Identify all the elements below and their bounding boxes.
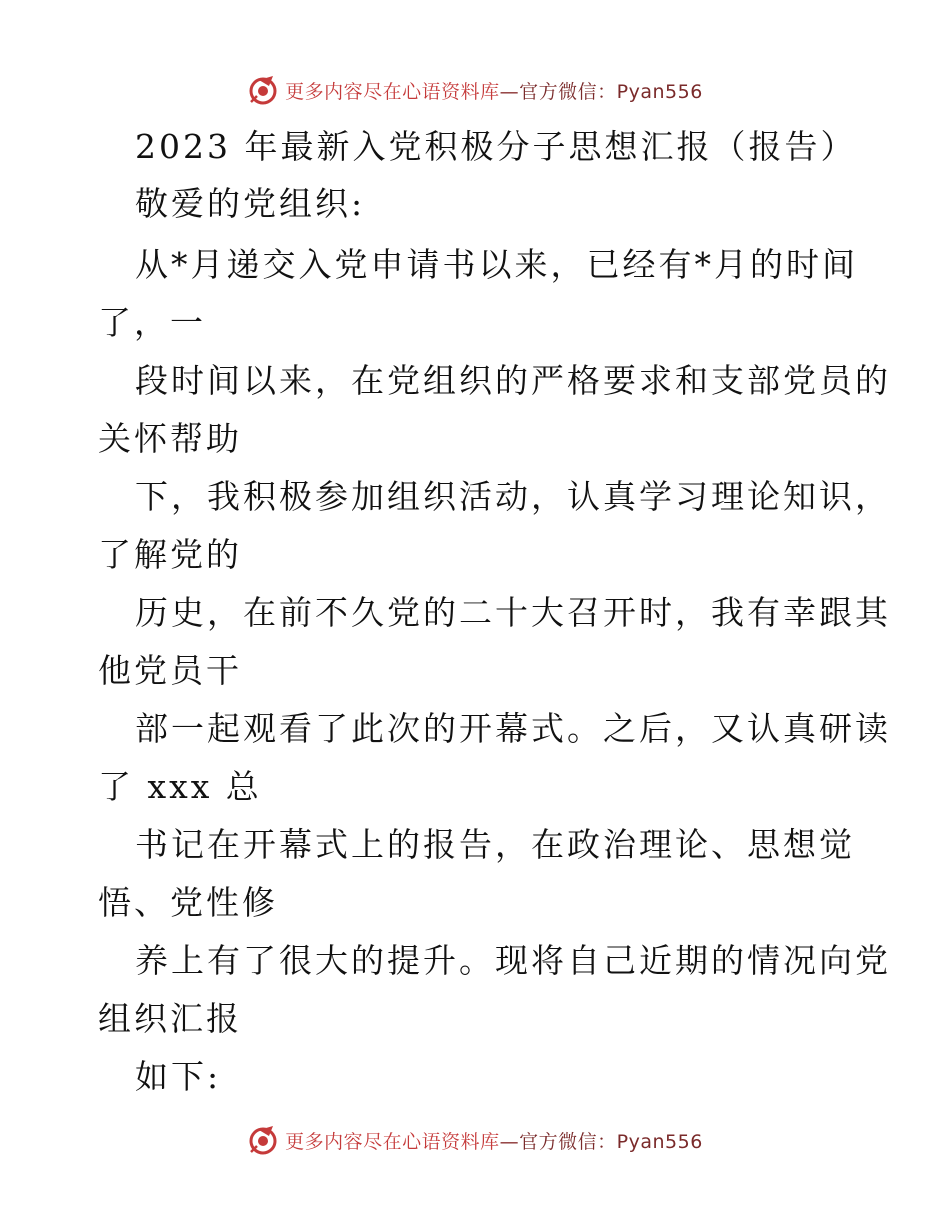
body-line: 了 xxx 总 <box>98 767 262 806</box>
body-line: 段时间以来，在党组织的严格要求和支部党员的 <box>135 361 891 400</box>
body-line: 了解党的 <box>98 535 242 574</box>
brand-logo-icon <box>247 1124 279 1156</box>
watermark-footer <box>0 1120 950 1160</box>
body-line: 从*月递交入党申请书以来，已经有*月的时间 <box>135 245 858 284</box>
watermark-text: 更多内容尽在心语资料库—官方微信：Pyan556 <box>285 80 703 103</box>
body-line: 下，我积极参加组织活动，认真学习理论知识， <box>135 477 891 516</box>
body-line: 如下: <box>135 1057 222 1096</box>
body-line: 组织汇报 <box>98 999 242 1038</box>
watermark-text: 更多内容尽在心语资料库—官方微信：Pyan556 <box>285 1130 703 1153</box>
body-line: 养上有了很大的提升。现将自己近期的情况向党 <box>135 941 891 980</box>
body-line: 关怀帮助 <box>98 419 242 458</box>
body-line: 部一起观看了此次的开幕式。之后，又认真研读 <box>135 709 891 748</box>
watermark-header <box>0 70 950 110</box>
body-line: 他党员干 <box>98 651 242 690</box>
body-line: 历史，在前不久党的二十大召开时，我有幸跟其 <box>135 593 891 632</box>
salutation: 敬爱的党组织: <box>135 184 366 223</box>
document-title: 2023 年最新入党积极分子思想汇报（报告） <box>135 127 857 166</box>
body-line: 了，一 <box>98 303 206 342</box>
body-line: 书记在开幕式上的报告，在政治理论、思想觉 <box>135 825 855 864</box>
body-line: 悟、党性修 <box>98 883 278 922</box>
brand-logo-icon <box>247 74 279 106</box>
